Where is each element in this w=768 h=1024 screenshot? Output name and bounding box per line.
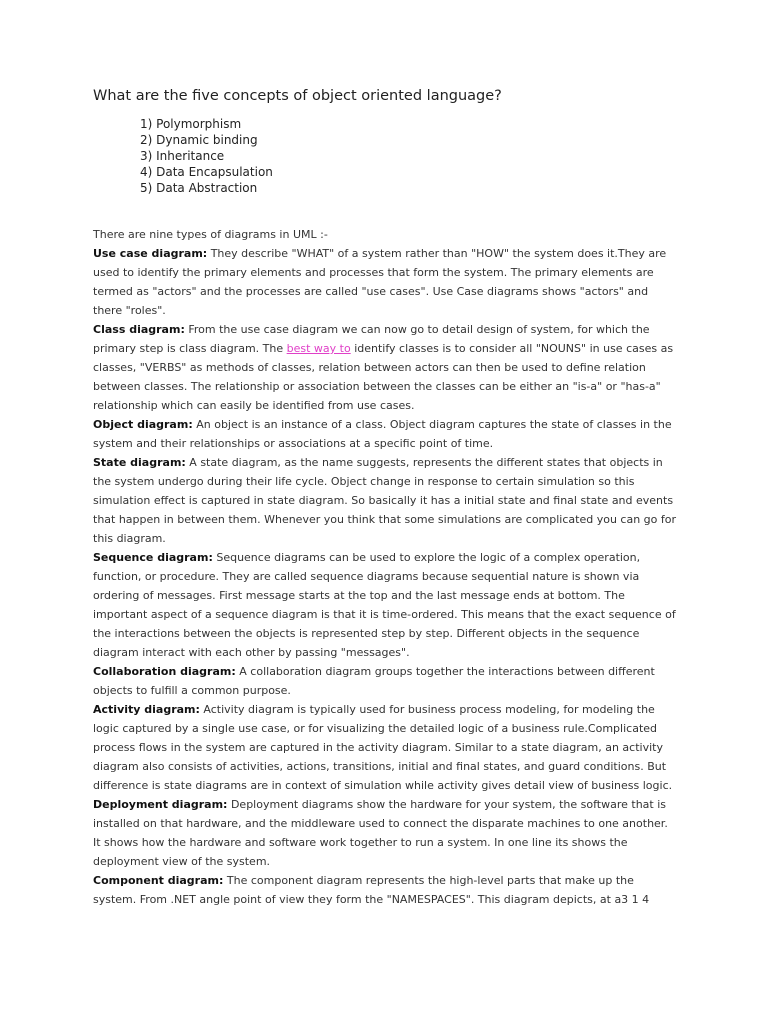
sequence-term: Sequence diagram: [93,551,213,564]
concept-item: 4) Data Encapsulation [140,165,273,179]
object-text: An object is an instance of a class. Object diagram captures the state of classes in the system and their relationships or associations at a specific point of time. [93,418,672,450]
question-heading: What are the five concepts of object oriented language? [93,88,502,104]
object-term: Object diagram: [93,418,193,431]
sequence-text: Sequence diagrams can be used to explore the logic of a complex operation, function, or procedure. They are called sequence diagrams because sequential nature is shown via ordering of messages. First message starts at the top and the last message ends at bottom. The important aspect of a sequence diagram is that it is time-ordered. This means that the exact sequence of the interactions between the objects is represented step by step. Different objects in the sequence diagram interact with each other by passing "messages". [93,551,676,659]
state-text: A state diagram, as the name suggests, represents the different states that objects in the system undergo during their life cycle. Object change in response to certain simulation so this simulation effect is captured in state diagram. So basically it has a initial state and final state and events that happen in between them. Whenever you think that some simulations are complicated you can go for this diagram. [93,456,676,545]
collaboration-text: A collaboration diagram groups together the interactions between different objects to fulfill a common purpose. [93,665,655,697]
use-case-text: They describe "WHAT" of a system rather than "HOW" the system does it.They are used to identify the primary elements and processes that form the system. The primary elements are termed as "actors" and the processes are called "use cases". Use Case diagrams shows "actors" and there "roles". [93,247,667,317]
state-term: State diagram: [93,456,186,469]
activity-term: Activity diagram: [93,703,200,716]
best-way-to-link[interactable]: best way to [286,342,351,355]
document-page [93,86,678,909]
concepts-list [140,116,678,196]
concept-item: 1) Polymorphism [140,117,242,131]
activity-text: Activity diagram is typically used for business process modeling, for modeling the logic captured by a single use case, or for visualizing the detailed logic of a business rule.Complicated process flows in the system are captured in the activity diagram. Similar to a state diagram, an activity diagram also consists of activities, actions, transitions, initial and final states, and guard conditions. But difference is state diagrams are in context of simulation while activity gives detail view of business logic. [93,703,673,792]
concept-item: 3) Inheritance [140,149,225,163]
class-term: Class diagram: [93,323,185,336]
class-text-before: From the use case diagram we can now go to detail design of system, for which the primary step is class diagram. The [93,323,650,355]
component-text: The component diagram represents the high-level parts that make up the system. From .NET angle point of view they form the "NAMESPACES". This diagram depicts, at a3 1 4 [93,874,650,906]
uml-intro: There are nine types of diagrams in UML :- [93,228,328,241]
deployment-paragraph [93,795,678,871]
collaboration-paragraph [93,662,678,700]
activity-paragraph [93,700,678,795]
deployment-term: Deployment diagram: [93,798,228,811]
state-paragraph [93,453,678,548]
component-paragraph [93,871,678,909]
collaboration-term: Collaboration diagram: [93,665,236,678]
sequence-paragraph [93,548,678,662]
deployment-text: Deployment diagrams show the hardware for your system, the software that is installed on that hardware, and the middleware used to connect the disparate machines to one another. It shows how the hardware and software work together to run a system. In one line its shows the deployment view of the system. [93,798,668,868]
concept-item: 5) Data Abstraction [140,181,258,195]
concept-item: 2) Dynamic binding [140,133,258,147]
class-paragraph [93,320,678,415]
use-case-paragraph [93,244,678,320]
component-term: Component diagram: [93,874,224,887]
class-text-after: identify classes is to consider all "NOUNS" in use cases as classes, "VERBS" as methods of classes, relation between actors can then be used to define relation between classes. The relationship or association between the classes can be either an "is-a" or "has-a" relationship which can easily be identified from use cases. [93,342,674,412]
use-case-term: Use case diagram: [93,247,208,260]
object-paragraph [93,415,678,453]
